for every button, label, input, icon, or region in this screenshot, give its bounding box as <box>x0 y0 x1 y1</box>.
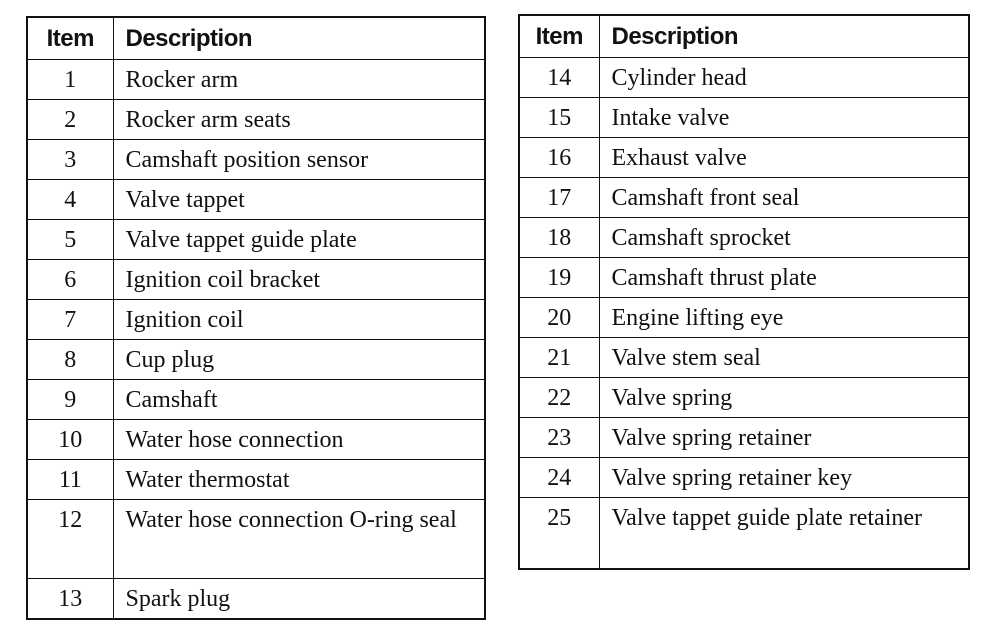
item-description: Rocker arm <box>113 60 485 100</box>
item-number: 21 <box>519 338 599 378</box>
table-row <box>27 460 485 500</box>
item-column-header: Item <box>27 17 113 60</box>
table-row <box>27 340 485 380</box>
item-description: Camshaft position sensor <box>113 140 485 180</box>
table-row <box>519 218 969 258</box>
item-column-header: Item <box>519 15 599 58</box>
item-description: Water hose connection <box>113 420 485 460</box>
item-number: 12 <box>27 500 113 579</box>
table-row <box>27 260 485 300</box>
item-number: 4 <box>27 180 113 220</box>
item-description: Spark plug <box>113 579 485 620</box>
item-description: Camshaft thrust plate <box>599 258 969 298</box>
item-description: Cup plug <box>113 340 485 380</box>
parts-table-left <box>26 16 486 620</box>
item-number: 3 <box>27 140 113 180</box>
item-number: 2 <box>27 100 113 140</box>
header-row <box>27 17 485 60</box>
item-number: 15 <box>519 98 599 138</box>
item-description: Ignition coil bracket <box>113 260 485 300</box>
table-row <box>27 420 485 460</box>
item-number: 18 <box>519 218 599 258</box>
table-row <box>27 380 485 420</box>
item-description: Ignition coil <box>113 300 485 340</box>
table-row <box>27 579 485 620</box>
table-row <box>519 338 969 378</box>
header-row <box>519 15 969 58</box>
item-description: Valve tappet guide plate retainer <box>599 498 969 570</box>
parts-table-right <box>518 14 970 570</box>
item-number: 23 <box>519 418 599 458</box>
item-number: 13 <box>27 579 113 620</box>
item-description: Cylinder head <box>599 58 969 98</box>
item-number: 11 <box>27 460 113 500</box>
item-description: Intake valve <box>599 98 969 138</box>
item-description: Valve spring <box>599 378 969 418</box>
table-row <box>27 300 485 340</box>
table-row <box>519 258 969 298</box>
item-number: 19 <box>519 258 599 298</box>
item-number: 7 <box>27 300 113 340</box>
table-row <box>27 220 485 260</box>
item-number: 24 <box>519 458 599 498</box>
table-row <box>27 140 485 180</box>
item-description: Valve tappet guide plate <box>113 220 485 260</box>
table-row <box>519 498 969 570</box>
item-number: 16 <box>519 138 599 178</box>
item-number: 6 <box>27 260 113 300</box>
table-row <box>519 418 969 458</box>
item-number: 8 <box>27 340 113 380</box>
table-row <box>27 180 485 220</box>
item-number: 25 <box>519 498 599 570</box>
item-description: Camshaft sprocket <box>599 218 969 258</box>
table-row <box>519 298 969 338</box>
item-description: Rocker arm seats <box>113 100 485 140</box>
item-number: 10 <box>27 420 113 460</box>
table-row <box>519 378 969 418</box>
table-row <box>519 458 969 498</box>
table-row <box>519 178 969 218</box>
item-number: 17 <box>519 178 599 218</box>
table-row <box>27 100 485 140</box>
item-number: 20 <box>519 298 599 338</box>
item-number: 14 <box>519 58 599 98</box>
item-description: Water thermostat <box>113 460 485 500</box>
table-row <box>27 500 485 579</box>
item-number: 1 <box>27 60 113 100</box>
item-description: Camshaft <box>113 380 485 420</box>
description-column-header: Description <box>113 17 485 60</box>
item-number: 9 <box>27 380 113 420</box>
table-row <box>519 138 969 178</box>
item-description: Valve spring retainer key <box>599 458 969 498</box>
item-description: Valve spring retainer <box>599 418 969 458</box>
table-row <box>519 58 969 98</box>
description-column-header: Description <box>599 15 969 58</box>
item-number: 22 <box>519 378 599 418</box>
table-row <box>519 98 969 138</box>
item-description: Water hose connection O-ring seal <box>113 500 485 579</box>
item-description: Valve stem seal <box>599 338 969 378</box>
table-row <box>27 60 485 100</box>
item-description: Camshaft front seal <box>599 178 969 218</box>
item-description: Exhaust valve <box>599 138 969 178</box>
item-description: Valve tappet <box>113 180 485 220</box>
item-description: Engine lifting eye <box>599 298 969 338</box>
item-number: 5 <box>27 220 113 260</box>
